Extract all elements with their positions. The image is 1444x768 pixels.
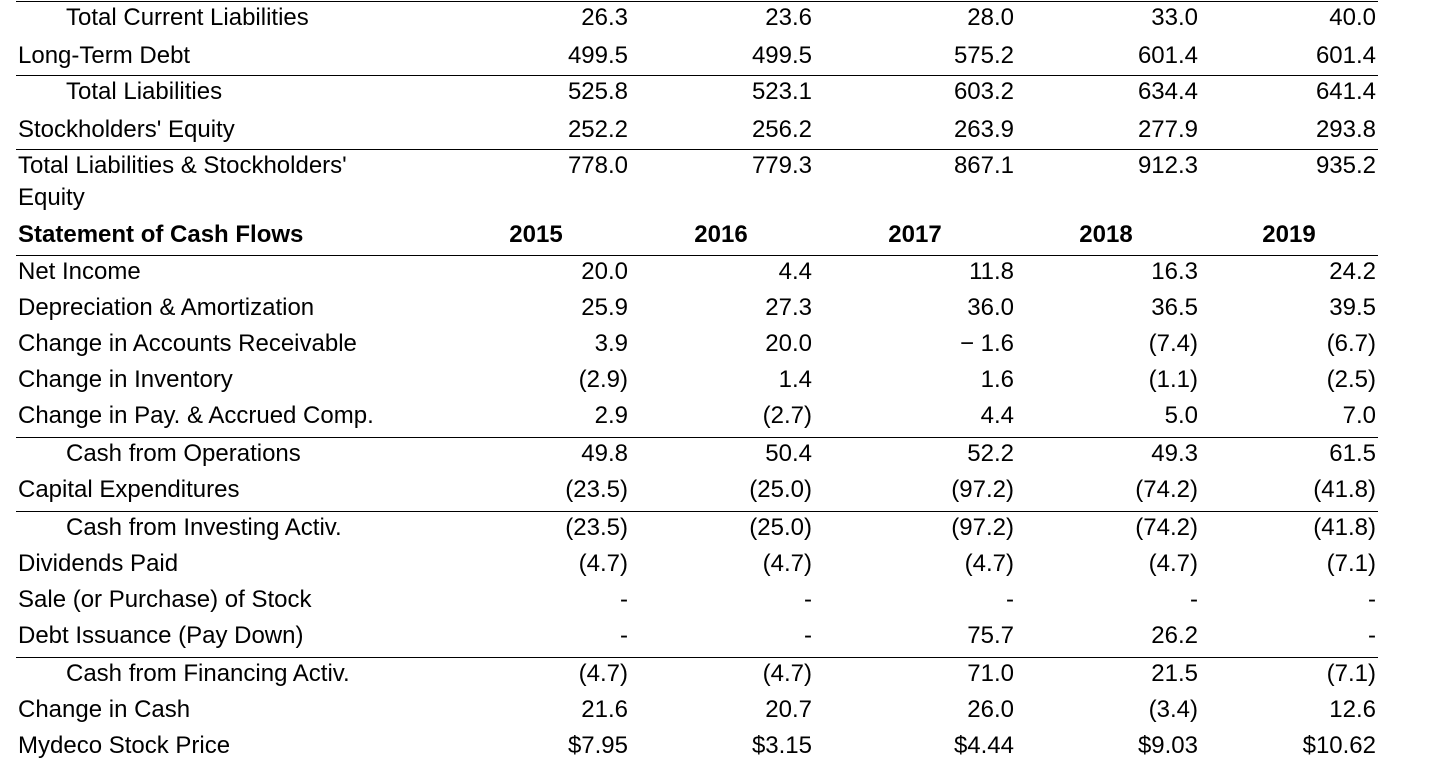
table-row [0, 326, 1444, 362]
cell-value: 867.1 [953, 152, 1014, 179]
cell-value: 5.0 [1164, 402, 1198, 429]
row-label: Sale (or Purchase) of Stock [18, 586, 312, 613]
cell-value: 25.9 [581, 294, 628, 321]
table-row [0, 546, 1444, 582]
cell-value: 20.0 [581, 258, 628, 285]
cell-value: (7.1) [1326, 550, 1376, 577]
cell-value: - [620, 622, 628, 649]
cell-value: (25.0) [749, 514, 812, 541]
cell-value: 2.9 [594, 402, 628, 429]
table-row [0, 362, 1444, 398]
table-row [0, 510, 1444, 546]
cell-value: 26.3 [581, 4, 628, 31]
table-row [0, 38, 1444, 74]
cell-value: 1.4 [778, 366, 812, 393]
cell-value: 61.5 [1329, 440, 1376, 467]
cell-value: (1.1) [1148, 366, 1198, 393]
year-header: 2015 [509, 221, 563, 248]
cell-value: 778.0 [567, 152, 628, 179]
cell-value: 634.4 [1137, 78, 1198, 105]
cell-value: 50.4 [765, 440, 812, 467]
table-row [0, 0, 1444, 36]
cell-value: (23.5) [565, 514, 628, 541]
cell-value: 525.8 [567, 78, 628, 105]
table-row [0, 692, 1444, 728]
cell-value: (6.7) [1326, 330, 1376, 357]
cell-value: $3.15 [751, 732, 812, 759]
cell-value: $7.95 [567, 732, 628, 759]
cell-value: 26.2 [1151, 622, 1198, 649]
table-row [0, 290, 1444, 326]
cell-value: - [1190, 586, 1198, 613]
cell-value: 263.9 [953, 116, 1014, 143]
cell-value: (23.5) [565, 476, 628, 503]
cell-value: 71.0 [967, 660, 1014, 687]
cell-value: 4.4 [778, 258, 812, 285]
cell-value: (25.0) [749, 476, 812, 503]
cell-value: (4.7) [762, 660, 812, 687]
cell-value: $4.44 [953, 732, 1014, 759]
cell-value: 11.8 [969, 258, 1014, 285]
table-row [0, 436, 1444, 472]
cell-value: - [804, 622, 812, 649]
cell-value: 21.5 [1151, 660, 1198, 687]
row-label: Cash from Operations [66, 440, 301, 467]
cell-value: (41.8) [1313, 476, 1376, 503]
cell-value: (97.2) [951, 476, 1014, 503]
cell-value: - [1006, 586, 1014, 613]
cell-value: (74.2) [1135, 514, 1198, 541]
cell-value: 935.2 [1315, 152, 1376, 179]
cell-value: 24.2 [1329, 258, 1376, 285]
cell-value: $9.03 [1137, 732, 1198, 759]
cell-value: 293.8 [1315, 116, 1376, 143]
cell-value: - [1368, 622, 1376, 649]
cell-value: (7.1) [1326, 660, 1376, 687]
year-header: 2017 [888, 221, 942, 248]
cell-value: (97.2) [951, 514, 1014, 541]
cell-value: 12.6 [1329, 696, 1376, 723]
table-row [0, 656, 1444, 692]
table-row [0, 398, 1444, 434]
row-label: Stockholders' Equity [18, 116, 235, 143]
section-title: Statement of Cash Flows [18, 221, 304, 248]
cell-value: 20.7 [765, 696, 812, 723]
cell-value: − 1.6 [959, 330, 1014, 357]
row-label: Total Liabilities [66, 78, 223, 105]
cell-value: 3.9 [594, 330, 628, 357]
table-row [0, 112, 1444, 148]
cell-value: 601.4 [1315, 42, 1376, 69]
cell-value: 33.0 [1151, 4, 1198, 31]
cell-value: 499.5 [751, 42, 812, 69]
row-label: Total Current Liabilities [66, 4, 309, 31]
cell-value: (4.7) [762, 550, 812, 577]
cell-value: $10.62 [1302, 732, 1376, 759]
year-header: 2016 [694, 221, 748, 248]
cell-value: 16.3 [1151, 258, 1198, 285]
cell-value: (4.7) [578, 660, 628, 687]
cell-value: (3.4) [1148, 696, 1198, 723]
row-label: Debt Issuance (Pay Down) [18, 622, 304, 649]
cell-value: 23.6 [765, 4, 812, 31]
cell-value: 256.2 [751, 116, 812, 143]
table-row [0, 148, 1444, 216]
row-label: Net Income [18, 258, 141, 285]
cell-value: - [620, 586, 628, 613]
section-header [0, 217, 1444, 253]
cell-value: 26.0 [967, 696, 1014, 723]
cell-value: (41.8) [1313, 514, 1376, 541]
cell-value: 499.5 [567, 42, 628, 69]
cell-value: 601.4 [1137, 42, 1198, 69]
cell-value: 75.7 [967, 622, 1014, 649]
cell-value: 7.0 [1342, 402, 1376, 429]
row-label: Change in Inventory [18, 366, 233, 393]
cell-value: 912.3 [1137, 152, 1198, 179]
cell-value: 575.2 [953, 42, 1014, 69]
cell-value: - [804, 586, 812, 613]
cell-value: 603.2 [953, 78, 1014, 105]
cell-value: 4.4 [980, 402, 1014, 429]
cell-value: (2.5) [1326, 366, 1376, 393]
cell-value: (74.2) [1135, 476, 1198, 503]
cell-value: (4.7) [1148, 550, 1198, 577]
cell-value: 52.2 [967, 440, 1014, 467]
row-label: Total Liabilities & Stockholders' Equity [18, 152, 347, 211]
cell-value: 252.2 [567, 116, 628, 143]
cell-value: (7.4) [1148, 330, 1198, 357]
table-row [0, 74, 1444, 110]
row-label: Cash from Investing Activ. [66, 514, 342, 541]
cell-value: 277.9 [1137, 116, 1198, 143]
row-label: Change in Accounts Receivable [18, 330, 357, 357]
cell-value: 39.5 [1329, 294, 1376, 321]
table-row [0, 728, 1444, 764]
cell-value: 49.8 [581, 440, 628, 467]
table-row [0, 254, 1444, 290]
row-label: Long-Term Debt [18, 42, 191, 69]
row-label: Change in Pay. & Accrued Comp. [18, 402, 374, 429]
year-header: 2019 [1262, 221, 1316, 248]
row-label: Cash from Financing Activ. [66, 660, 350, 687]
row-label: Mydeco Stock Price [18, 732, 231, 759]
cell-value: 36.5 [1151, 294, 1198, 321]
cell-value: 779.3 [751, 152, 812, 179]
row-label: Dividends Paid [18, 550, 179, 577]
cell-value: (4.7) [578, 550, 628, 577]
cell-value: 1.6 [980, 366, 1014, 393]
cell-value: 36.0 [967, 294, 1014, 321]
table-row [0, 582, 1444, 618]
row-label: Change in Cash [18, 696, 191, 723]
row-label: Capital Expenditures [18, 476, 240, 503]
cell-value: 21.6 [581, 696, 628, 723]
cell-value: 49.3 [1151, 440, 1198, 467]
cell-value: 28.0 [967, 4, 1014, 31]
cell-value: 641.4 [1315, 78, 1376, 105]
cell-value: 523.1 [751, 78, 812, 105]
cell-value: 40.0 [1329, 4, 1376, 31]
cell-value: (2.7) [762, 402, 812, 429]
cell-value: (2.9) [578, 366, 628, 393]
cell-value: (4.7) [964, 550, 1014, 577]
row-label: Depreciation & Amortization [18, 294, 315, 321]
table-row [0, 472, 1444, 508]
cell-value: 20.0 [765, 330, 812, 357]
table-row [0, 618, 1444, 654]
cell-value: - [1368, 586, 1376, 613]
year-header: 2018 [1079, 221, 1133, 248]
cell-value: 27.3 [765, 294, 812, 321]
